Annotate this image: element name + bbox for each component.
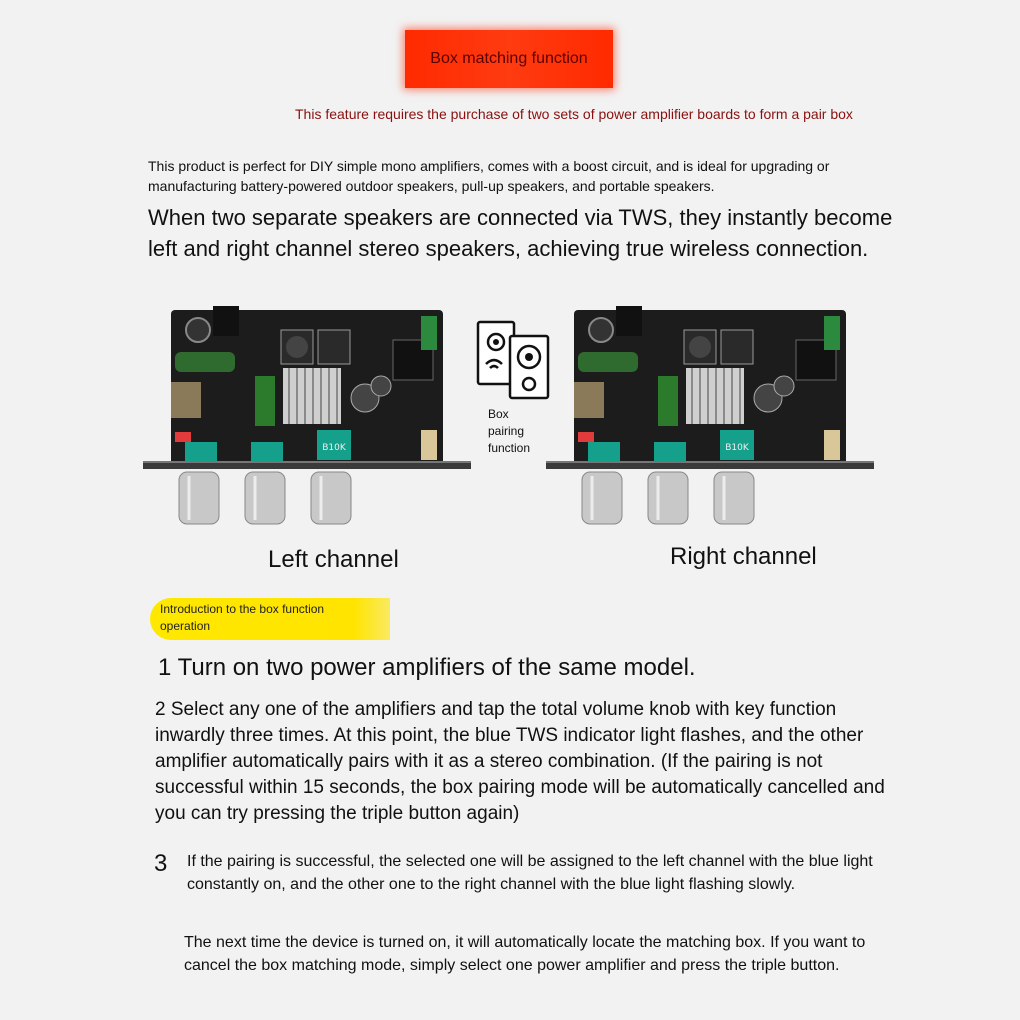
purchase-note: This feature requires the purchase of two sets of power amplifier boards to form a pair box xyxy=(295,106,853,122)
left-amplifier-board-image xyxy=(143,300,471,530)
step-4: The next time the device is turned on, it will automatically locate the matching box. If you want to cancel the box matching mode, simply select one power amplifier and press the triple button. xyxy=(184,934,866,974)
step-3: If the pairing is successful, the selected one will be assigned to the left channel with the blue light constantly on, and the other one to the right channel with the blue light flashing slowly. xyxy=(187,853,873,893)
banner-title: Box matching function xyxy=(430,50,588,67)
step-2: 2 Select any one of the amplifiers and tap the total volume knob with key function inwardly three times. At this point, the blue TWS indicator light flashes, and the other amplifier automatically pairs with it as a stereo combination. (If the pairing is not successful within 15 seconds, the box pairing mode will be automatically cancelled and you can try pressing the triple button again) xyxy=(155,699,885,824)
step-3-number: 3 xyxy=(154,850,168,877)
section-tag-line1: Introduction to the box function xyxy=(160,602,325,616)
pairing-caption-line: function xyxy=(488,441,531,455)
tws-description: When two separate speakers are connected via TWS, they instantly become left and right channel stereo speakers, achieving true wireless connection. xyxy=(148,205,893,261)
product-intro: This product is perfect for DIY simple mono amplifiers, comes with a boost circuit, and is ideal for upgrading or manufacturing battery-powered outdoor speakers, pull-up speakers, and portable speakers. xyxy=(148,158,830,194)
right-channel-label: Right channel xyxy=(670,543,817,570)
right-amplifier-board-image xyxy=(546,300,874,530)
title-banner xyxy=(405,30,613,88)
pairing-caption-line: pairing xyxy=(488,424,525,438)
speaker-pair-icon xyxy=(476,320,550,402)
pairing-caption-line: Box xyxy=(488,407,509,421)
svg-text:B10K: B10K xyxy=(322,443,346,453)
step-1: 1 Turn on two power amplifiers of the same model. xyxy=(158,654,696,681)
pairing-caption xyxy=(488,406,558,457)
section-tag xyxy=(150,598,390,640)
left-channel-label: Left channel xyxy=(268,546,399,573)
svg-text:B10K: B10K xyxy=(725,443,749,453)
section-tag-line2: operation xyxy=(160,619,211,633)
